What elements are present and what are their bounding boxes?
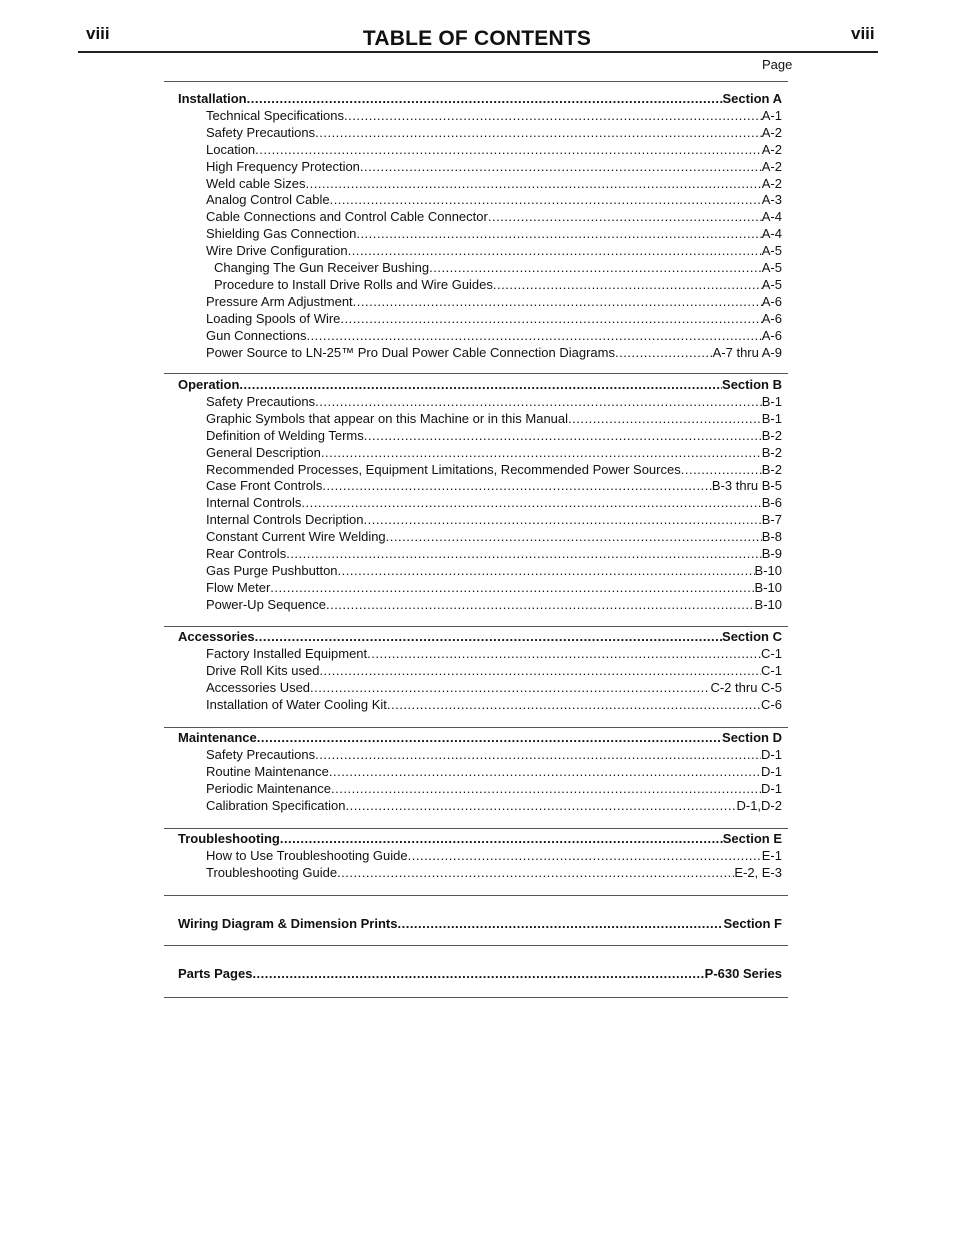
toc-entry <box>206 645 782 662</box>
toc-entry <box>206 461 782 478</box>
entry-label: Power-Up Sequence <box>206 596 326 612</box>
section-divider <box>164 997 788 998</box>
entry-label: Drive Roll Kits used <box>206 662 320 678</box>
toc-entry <box>206 191 782 208</box>
entry-page: A-4 <box>761 209 782 225</box>
toc-entry <box>206 124 782 141</box>
dot-leader <box>319 662 761 679</box>
dot-leader <box>356 225 761 242</box>
entry-page: A-2 <box>761 175 782 191</box>
toc-entry <box>206 344 782 361</box>
entry-page: B-2 <box>761 461 782 477</box>
dot-leader <box>364 427 762 444</box>
dot-leader <box>305 175 761 192</box>
section-title: Accessories <box>178 629 255 644</box>
toc-entry <box>206 847 782 864</box>
entry-page: A-2 <box>761 141 782 157</box>
entry-page: A-6 <box>761 310 782 326</box>
dot-leader <box>488 208 762 225</box>
toc-entry <box>206 208 782 225</box>
section-heading <box>178 915 782 932</box>
dot-leader <box>315 124 762 141</box>
dot-leader <box>353 293 762 310</box>
dot-leader <box>337 864 734 881</box>
dot-leader <box>340 310 761 327</box>
entry-page: A-5 <box>761 276 782 292</box>
dot-leader <box>310 679 710 696</box>
entry-label: General Description <box>206 444 321 460</box>
dot-leader <box>429 259 762 276</box>
toc-entry <box>206 746 782 763</box>
entry-label: Constant Current Wire Welding <box>206 529 386 545</box>
toc-entry <box>206 696 782 713</box>
section-heading <box>178 965 782 982</box>
section-page: Section F <box>723 916 782 931</box>
page-number-right: viii <box>851 24 875 43</box>
entry-page: B-3 thru B-5 <box>711 478 782 494</box>
dot-leader <box>386 528 762 545</box>
entry-label: Troubleshooting Guide <box>206 864 338 880</box>
toc-entry <box>206 393 782 410</box>
section-divider <box>164 828 788 829</box>
dot-leader <box>329 763 761 780</box>
entry-label: Weld cable Sizes <box>206 175 306 191</box>
toc-entry <box>206 175 782 192</box>
dot-leader <box>252 965 704 982</box>
section-title: Maintenance <box>178 730 257 745</box>
dot-leader <box>348 242 762 259</box>
dot-leader <box>345 797 736 814</box>
toc-entry <box>206 158 782 175</box>
entry-page: C-1 <box>761 645 782 661</box>
toc-entry <box>206 662 782 679</box>
entry-page: A-4 <box>761 226 782 242</box>
dot-leader <box>364 511 762 528</box>
entry-label: Procedure to Install Drive Rolls and Wire Guides <box>214 276 493 292</box>
section-title: Troubleshooting <box>178 831 280 846</box>
dot-leader <box>397 915 723 932</box>
entry-page: B-7 <box>761 512 782 528</box>
toc-entry <box>206 679 782 696</box>
entry-page: A-5 <box>761 260 782 275</box>
dot-leader <box>615 344 713 361</box>
entry-page: C-6 <box>761 696 782 712</box>
toc-entry <box>206 562 782 579</box>
entry-page: A-2 <box>761 158 782 174</box>
toc-entry <box>206 242 782 259</box>
section-title: Wiring Diagram & Dimension Prints <box>178 916 398 931</box>
entry-page: A-7 thru A-9 <box>712 344 782 360</box>
entry-label: Safety Precautions <box>206 393 316 409</box>
entry-page: B-6 <box>761 495 782 511</box>
entry-page: D-1 <box>761 780 782 796</box>
dot-leader <box>270 579 754 596</box>
toc-entry <box>206 225 782 242</box>
entry-label: Gun Connections <box>206 327 307 343</box>
toc-entry <box>214 276 782 293</box>
dot-leader <box>330 191 762 208</box>
entry-label: Location <box>206 141 256 157</box>
entry-page: B-10 <box>754 596 782 612</box>
toc-entry <box>206 511 782 528</box>
entry-page: A-5 <box>761 243 782 259</box>
section-divider <box>164 895 788 896</box>
section-page: Section B <box>722 377 782 392</box>
entry-page: A-6 <box>761 293 782 309</box>
entry-label: Calibration Specification <box>206 797 346 813</box>
entry-page: E-2, E-3 <box>734 864 782 880</box>
entry-label: Changing The Gun Receiver Bushing <box>214 260 430 275</box>
entry-label: Internal Controls <box>206 495 302 511</box>
entry-label: Routine Maintenance <box>206 763 329 779</box>
title-underline <box>78 51 878 53</box>
dot-leader <box>387 696 761 713</box>
toc-entry <box>206 780 782 797</box>
dot-leader <box>286 545 762 562</box>
section-title: Parts Pages <box>178 966 253 981</box>
entry-label: Pressure Arm Adjustment <box>206 293 353 309</box>
section-page: Section C <box>722 629 782 644</box>
dot-leader <box>360 158 762 175</box>
entry-label: Loading Spools of Wire <box>206 310 341 326</box>
entry-page: B-1 <box>761 393 782 409</box>
toc-entry <box>206 596 782 613</box>
dot-leader <box>255 628 722 645</box>
entry-label: Definition of Welding Terms <box>206 427 364 443</box>
dot-leader <box>255 141 762 158</box>
entry-page: A-2 <box>761 124 782 140</box>
toc-entry <box>206 545 782 562</box>
entry-page: A-3 <box>761 192 782 208</box>
toc-entry <box>214 259 782 276</box>
toc-entry <box>206 293 782 310</box>
entry-page: B-8 <box>761 529 782 545</box>
dot-leader <box>280 830 723 847</box>
section-heading <box>178 376 782 393</box>
toc-entry <box>206 579 782 596</box>
dot-leader <box>301 494 761 511</box>
section-title: Installation <box>178 91 247 106</box>
page-title: TABLE OF CONTENTS <box>362 27 592 50</box>
toc-entry <box>206 141 782 158</box>
toc-entry <box>206 107 782 124</box>
dot-leader <box>493 276 762 293</box>
entry-page: B-2 <box>761 444 782 460</box>
dot-leader <box>239 376 722 393</box>
entry-label: Graphic Symbols that appear on this Machine or in this Manual <box>206 410 569 426</box>
entry-page: B-10 <box>754 562 782 578</box>
entry-page: A-1 <box>761 107 782 123</box>
dot-leader <box>321 444 762 461</box>
dot-leader <box>338 562 755 579</box>
entry-page: D-1,D-2 <box>736 797 782 813</box>
entry-page: B-9 <box>761 546 782 561</box>
entry-label: Factory Installed Equipment <box>206 645 368 661</box>
entry-page: D-1 <box>761 763 782 779</box>
entry-page: B-10 <box>754 579 782 595</box>
dot-leader <box>247 90 723 107</box>
entry-label: Cable Connections and Control Cable Connector <box>206 209 488 225</box>
entry-page: E-1 <box>761 847 782 863</box>
section-heading <box>178 628 782 645</box>
section-divider <box>164 373 788 374</box>
dot-leader <box>331 780 761 797</box>
entry-label: Installation of Water Cooling Kit <box>206 696 387 712</box>
section-heading <box>178 729 782 746</box>
toc-entry <box>206 327 782 344</box>
toc-entry <box>206 528 782 545</box>
entry-label: Technical Specifications <box>206 107 345 123</box>
toc-entry <box>206 410 782 427</box>
entry-label: Wire Drive Configuration <box>206 243 348 259</box>
dot-leader <box>306 327 761 344</box>
dot-leader <box>326 596 755 613</box>
toc-entry <box>206 444 782 461</box>
entry-label: Rear Controls <box>206 546 287 561</box>
section-heading <box>178 830 782 847</box>
entry-label: Periodic Maintenance <box>206 780 332 796</box>
section-page: P-630 Series <box>704 966 782 981</box>
dot-leader <box>408 847 762 864</box>
entry-label: Shielding Gas Connection <box>206 226 357 242</box>
dot-leader <box>315 746 761 763</box>
toc-entry <box>206 477 782 494</box>
entry-label: Accessories Used <box>206 679 311 695</box>
section-divider <box>164 727 788 728</box>
entry-label: Internal Controls Decription <box>206 512 364 528</box>
section-page: Section A <box>722 91 782 106</box>
dot-leader <box>681 461 762 478</box>
entry-page: C-1 <box>761 662 782 678</box>
entry-label: Case Front Controls <box>206 478 323 494</box>
section-divider <box>164 81 788 82</box>
entry-label: Safety Precautions <box>206 124 316 140</box>
entry-label: Recommended Processes, Equipment Limitations, Recommended Power Sources <box>206 461 681 477</box>
toc-entry <box>206 864 782 881</box>
toc-entry <box>206 797 782 814</box>
entry-page: B-1 <box>761 410 782 426</box>
dot-leader <box>568 410 762 427</box>
entry-label: Flow Meter <box>206 579 271 595</box>
dot-leader <box>344 107 762 124</box>
entry-label: High Frequency Protection <box>206 158 360 174</box>
dot-leader <box>257 729 722 746</box>
section-heading <box>178 90 782 107</box>
entry-label: Power Source to LN-25™ Pro Dual Power Cable Connection Diagrams <box>206 344 615 360</box>
dot-leader <box>315 393 762 410</box>
section-divider <box>164 945 788 946</box>
section-page: Section E <box>722 831 782 846</box>
toc-entry <box>206 310 782 327</box>
entry-page: C-2 thru C-5 <box>710 679 782 695</box>
entry-page: D-1 <box>761 746 782 762</box>
dot-leader <box>367 645 761 662</box>
entry-label: Analog Control Cable <box>206 192 330 208</box>
toc-entry <box>206 763 782 780</box>
entry-label: How to Use Troubleshooting Guide <box>206 847 408 863</box>
entry-label: Gas Purge Pushbutton <box>206 562 338 578</box>
toc-entry <box>206 494 782 511</box>
dot-leader <box>322 477 712 494</box>
entry-page: B-2 <box>761 427 782 443</box>
page-column-label: Page <box>762 57 793 72</box>
section-divider <box>164 626 788 627</box>
section-page: Section D <box>722 730 782 745</box>
entry-page: A-6 <box>761 327 782 343</box>
toc-entry <box>206 427 782 444</box>
section-title: Operation <box>178 377 240 392</box>
entry-label: Safety Precautions <box>206 746 316 762</box>
page-number-left: viii <box>86 24 110 43</box>
